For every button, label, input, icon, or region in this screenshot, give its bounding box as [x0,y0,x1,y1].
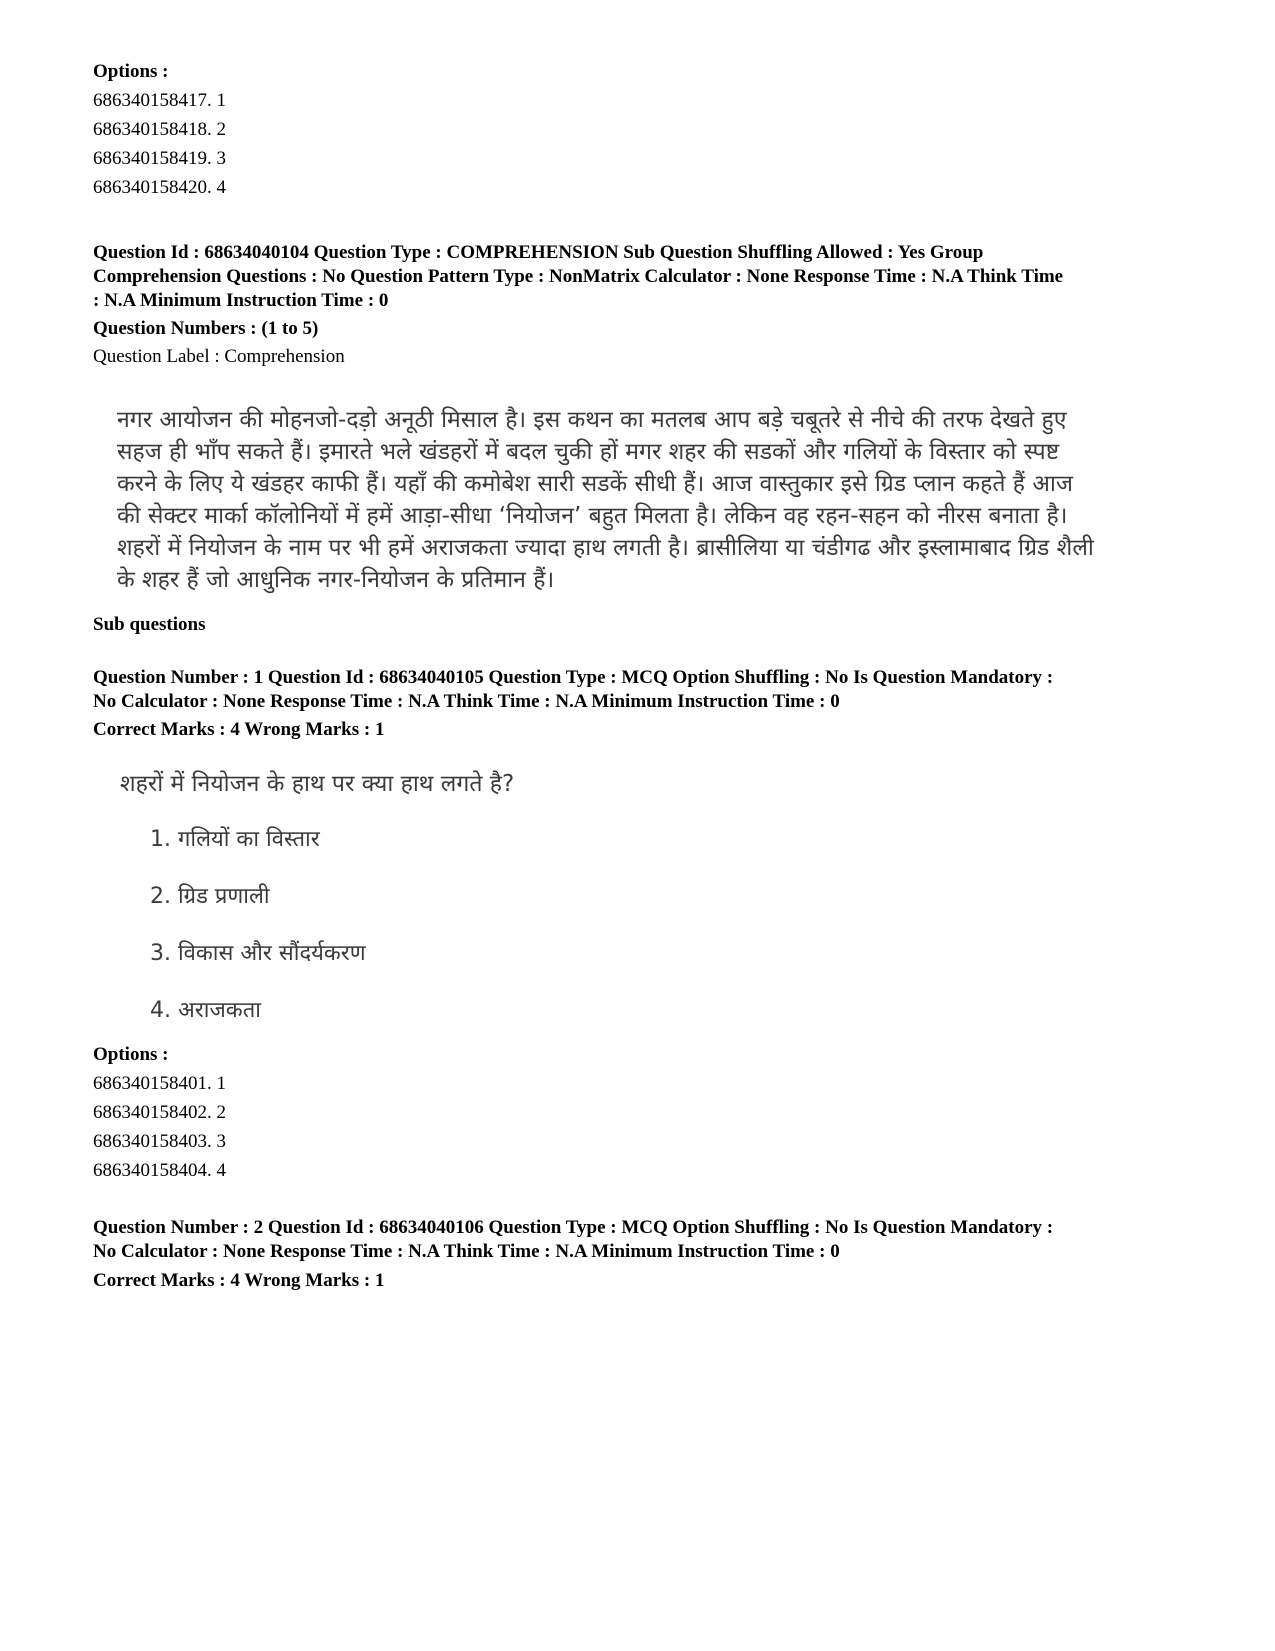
passage-line: सहज ही भाँप सकते हैं। इमारते भले खंडहरों में बदल चुकी हों मगर शहर की सडकों और गलियों के विस्तार को स्पष्ट [117,439,1060,465]
q1-choice: 2. ग्रिड प्रणाली [150,884,270,909]
q1-options-block [93,1040,226,1185]
meta-line: : N.A Minimum Instruction Time : 0 [93,290,389,311]
option-item: 686340158420. 4 [93,177,226,198]
option-item: 686340158402. 2 [93,1102,226,1123]
comprehension-meta [93,241,1193,313]
q1-marks: Correct Marks : 4 Wrong Marks : 1 [93,719,385,740]
q1-stem: शहरों में नियोजन के हाथ पर क्या हाथ लगते है? [120,771,515,797]
comprehension-passage [117,404,1094,596]
question-numbers: Question Numbers : (1 to 5) [93,318,319,339]
option-item: 686340158418. 2 [93,119,226,140]
passage-line: की सेक्टर मार्का कॉलोनियों में हमें आड़ा-सीधा ‘नियोजन’ बहुत मिलता है। लेकिन वह रहन-सहन को नीरस बनाता है। [117,503,1068,529]
q2-marks: Correct Marks : 4 Wrong Marks : 1 [93,1270,385,1291]
question-label: Question Label : Comprehension [93,346,345,367]
option-item: 686340158419. 3 [93,148,226,169]
options-heading: Options : [93,61,169,82]
passage-line: करने के लिए ये खंडहर काफी हैं। यहाँ की कमोबेश सारी सडकें सीधी हैं। आज वास्तुकार इसे ग्रिड प्लान कहते हैं आज [117,471,1073,497]
meta-line: No Calculator : None Response Time : N.A Think Time : N.A Minimum Instruction Time : 0 [93,1241,840,1262]
meta-line: Question Id : 68634040104 Question Type : COMPREHENSION Sub Question Shuffling Allowed : Yes Group [93,242,984,263]
meta-line: Comprehension Questions : No Question Pattern Type : NonMatrix Calculator : None Response Time : N.A Think Time [93,266,1064,287]
option-item: 686340158403. 3 [93,1131,226,1152]
meta-line: Question Number : 1 Question Id : 68634040105 Question Type : MCQ Option Shuffling : No Is Question Mandatory : [93,667,1054,688]
option-item: 686340158401. 1 [93,1073,226,1094]
option-item: 686340158404. 4 [93,1160,226,1181]
prev-options-block [93,57,226,202]
q1-choice: 1. गलियों का विस्तार [150,827,320,852]
passage-line: के शहर हैं जो आधुनिक नगर-नियोजन के प्रतिमान हैं। [117,567,555,593]
q2-meta [93,1216,1193,1264]
option-item: 686340158417. 1 [93,90,226,111]
sub-questions-heading: Sub questions [93,614,206,635]
passage-line: शहरों में नियोजन के नाम पर भी हमें अराजकता ज्यादा हाथ लगती है। ब्रासीलिया या चंडीगढ और इस्लामाबाद ग्रिड शैली [117,535,1094,561]
q1-meta [93,666,1193,714]
q1-choice: 3. विकास और सौंदर्यकरण [150,941,366,966]
passage-line: नगर आयोजन की मोहनजो-दड़ो अनूठी मिसाल है। इस कथन का मतलब आप बड़े चबूतरे से नीचे की तरफ देखते हुए [117,407,1067,433]
q1-choice: 4. अराजकता [150,998,261,1023]
options-heading: Options : [93,1044,169,1065]
meta-line: No Calculator : None Response Time : N.A Think Time : N.A Minimum Instruction Time : 0 [93,691,840,712]
meta-line: Question Number : 2 Question Id : 68634040106 Question Type : MCQ Option Shuffling : No Is Question Mandatory : [93,1217,1054,1238]
